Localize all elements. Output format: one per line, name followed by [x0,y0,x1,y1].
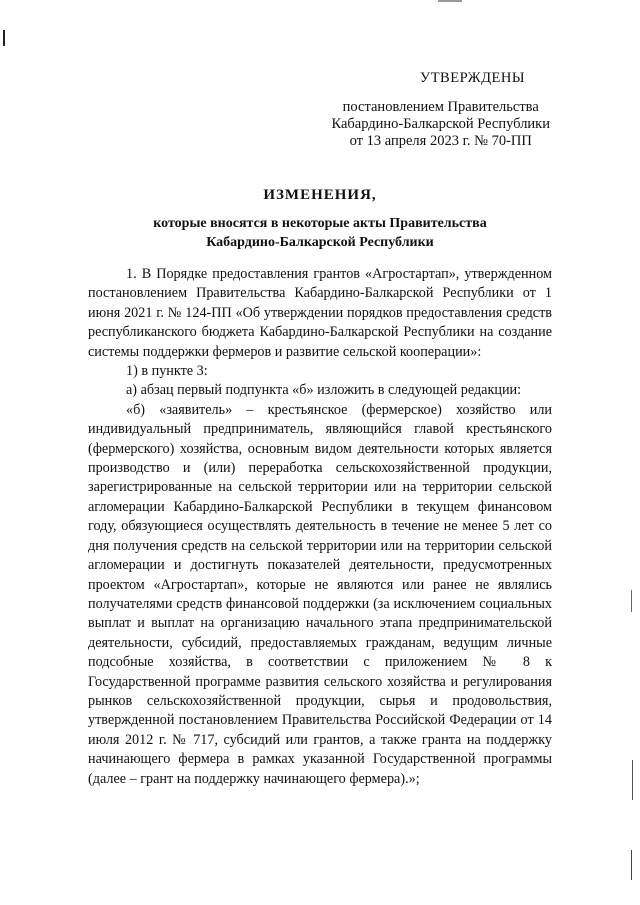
subtitle-line-2: Кабардино-Балкарской Республики [206,235,434,250]
scan-mark-left [3,30,5,46]
document-subtitle [0,214,640,252]
document-body [88,265,552,789]
approval-line-2: Кабардино-Балкарской Республики [331,116,550,132]
approval-block [331,99,550,150]
scan-mark-right-3 [631,850,632,880]
scan-mark-right-1 [631,590,632,612]
subtitle-line-1: которые вносятся в некоторые акты Правительства [153,216,487,231]
approved-stamp: УТВЕРЖДЕНЫ [419,70,525,86]
paragraph-1: 1. В Порядке предоставления грантов «Агростартап», утвержденном постановлением Правительства Кабардино-Балкарской Республики от 1 июня 2021 г. № 124-ПП «Об утверждении порядков предоставления средств республиканского бюджета Кабардино-Балкарской Республики на создание системы поддержки фермеров и развитие сельской кооперации»: [88,266,552,360]
paragraph-2: 1) в пункте 3: [126,363,208,380]
approval-line-3: от 13 апреля 2023 г. № 70-ПП [349,133,532,149]
document-title: ИЗМЕНЕНИЯ, [263,187,377,203]
paragraph-3: а) абзац первый подпункта «б» изложить в следующей редакции: [126,382,522,399]
scan-mark-right-2 [632,760,633,800]
approval-line-1: постановлением Правительства [342,99,539,115]
paragraph-4: «б) «заявитель» – крестьянское (фермерское) хозяйство или индивидуальный предприниматель, являющийся главой крестьянского (фермерского) хозяйства, основным видом деятельности которых является производство и (или) переработка сельскохозяйственной продукции, зарегистрированные на сельской территории или на территории сельской агломерации Кабардино-Балкарской Республики в текущем финансовом году, обязующиеся осуществлять деятельность в течение не менее 5 лет со дня получения средств на сельской территории или на территории сельской агломерации и достигнуть показателей деятельности, предусмотренных проектом «Агростартап», которые не являются или ранее не являлись получателями средств финансовой поддержки (за исключением социальных выплат и выплат на организацию начального этапа предпринимательской деятельности, субсидий, предоставляемых гражданам, ведущим личные подсобные хозяйства, в соответствии с приложением № 8 к Государственной программе развития сельского хозяйства и регулирования рынков сельскохозяйственной продукции, сырья и продовольствия, утвержденной постановлением Правительства Российской Федерации от 14 июля 2012 г. № 717, субсидий или грантов, а также гранта на поддержку начинающего фермера в рамках указанной Государственной программы (далее – грант на поддержку начинающего фермера).»; [88,401,552,787]
scan-mark-top [438,0,462,2]
